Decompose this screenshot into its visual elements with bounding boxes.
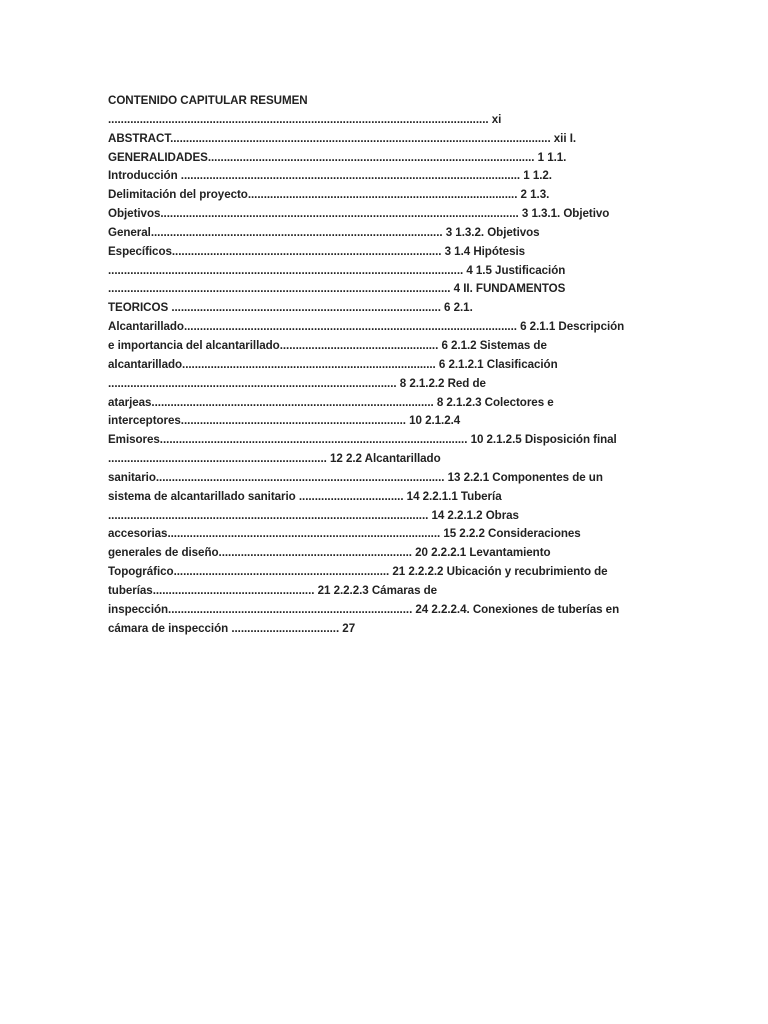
toc-line: TEORICOS ..................................................................................... 6 2.1.	[108, 301, 473, 315]
toc-line: generales de diseño............................................................. 20 2.2.2.1 Levantamiento	[108, 546, 551, 560]
toc-line: ........................................................................................................................ xi	[108, 112, 502, 126]
toc-line: Topográfico.................................................................... 21 2.2.2.2 Ubicación y recubrimiento de	[108, 565, 608, 579]
toc-line: ..................................................................... 12 2.2 Alcantarillado	[108, 452, 441, 466]
toc-line: sistema de alcantarillado sanitario ................................. 14 2.2.1.1 Tubería	[108, 489, 502, 503]
toc-line: ABSTRACT........................................................................................................................ xii I.	[108, 131, 577, 145]
toc-line: ................................................................................................................ 4 1.5 Justificación	[108, 263, 566, 277]
toc-line: Delimitación del proyecto..................................................................................... 2 1.3.	[108, 188, 550, 202]
toc-line: ............................................................................................................ 4 II. FUNDAMENTOS	[108, 282, 566, 296]
toc-line: inspección............................................................................. 24 2.2.2.4. Conexiones de tuberías en	[108, 602, 620, 616]
toc-line: Específicos..................................................................................... 3 1.4 Hipótesis	[108, 244, 526, 258]
toc-line: interceptores....................................................................... 10 2.1.2.4	[108, 414, 461, 428]
toc-line: atarjeas......................................................................................... 8 2.1.2.3 Colectores e	[108, 395, 554, 409]
toc-line: Alcantarillado......................................................................................................... 6 2.1.1 Descripción	[108, 320, 625, 334]
toc-line: Introducción ........................................................................................................... 1 1.2.	[108, 169, 552, 183]
toc-line: tuberías................................................... 21 2.2.2.3 Cámaras de	[108, 583, 438, 597]
toc-line: ........................................................................................... 8 2.1.2.2 Red de	[108, 376, 486, 390]
toc-line: sanitario........................................................................................... 13 2.2.1 Componentes de un	[108, 470, 603, 484]
toc-line: Emisores................................................................................................. 10 2.1.2.5 Disposición final	[108, 433, 617, 447]
toc-line: ..................................................................................................... 14 2.2.1.2 Obras	[108, 508, 519, 522]
toc-line: e importancia del alcantarillado.................................................. 6 2.1.2 Sistemas de	[108, 338, 547, 352]
toc-line: GENERALIDADES....................................................................................................... 1 1.1.	[108, 150, 567, 164]
toc-line: cámara de inspección .................................. 27	[108, 621, 356, 635]
toc-line: Objetivos................................................................................................................. 3 1.3.1. Objetivo	[108, 207, 610, 221]
toc-line: accesorias...................................................................................... 15 2.2.2 Consideraciones	[108, 527, 581, 541]
toc-line: alcantarillado................................................................................ 6 2.1.2.1 Clasificación	[108, 357, 558, 371]
table-of-contents	[108, 92, 668, 638]
toc-line: General............................................................................................ 3 1.3.2. Objetivos	[108, 225, 540, 239]
document-heading: CONTENIDO CAPITULAR RESUMEN	[108, 94, 308, 107]
